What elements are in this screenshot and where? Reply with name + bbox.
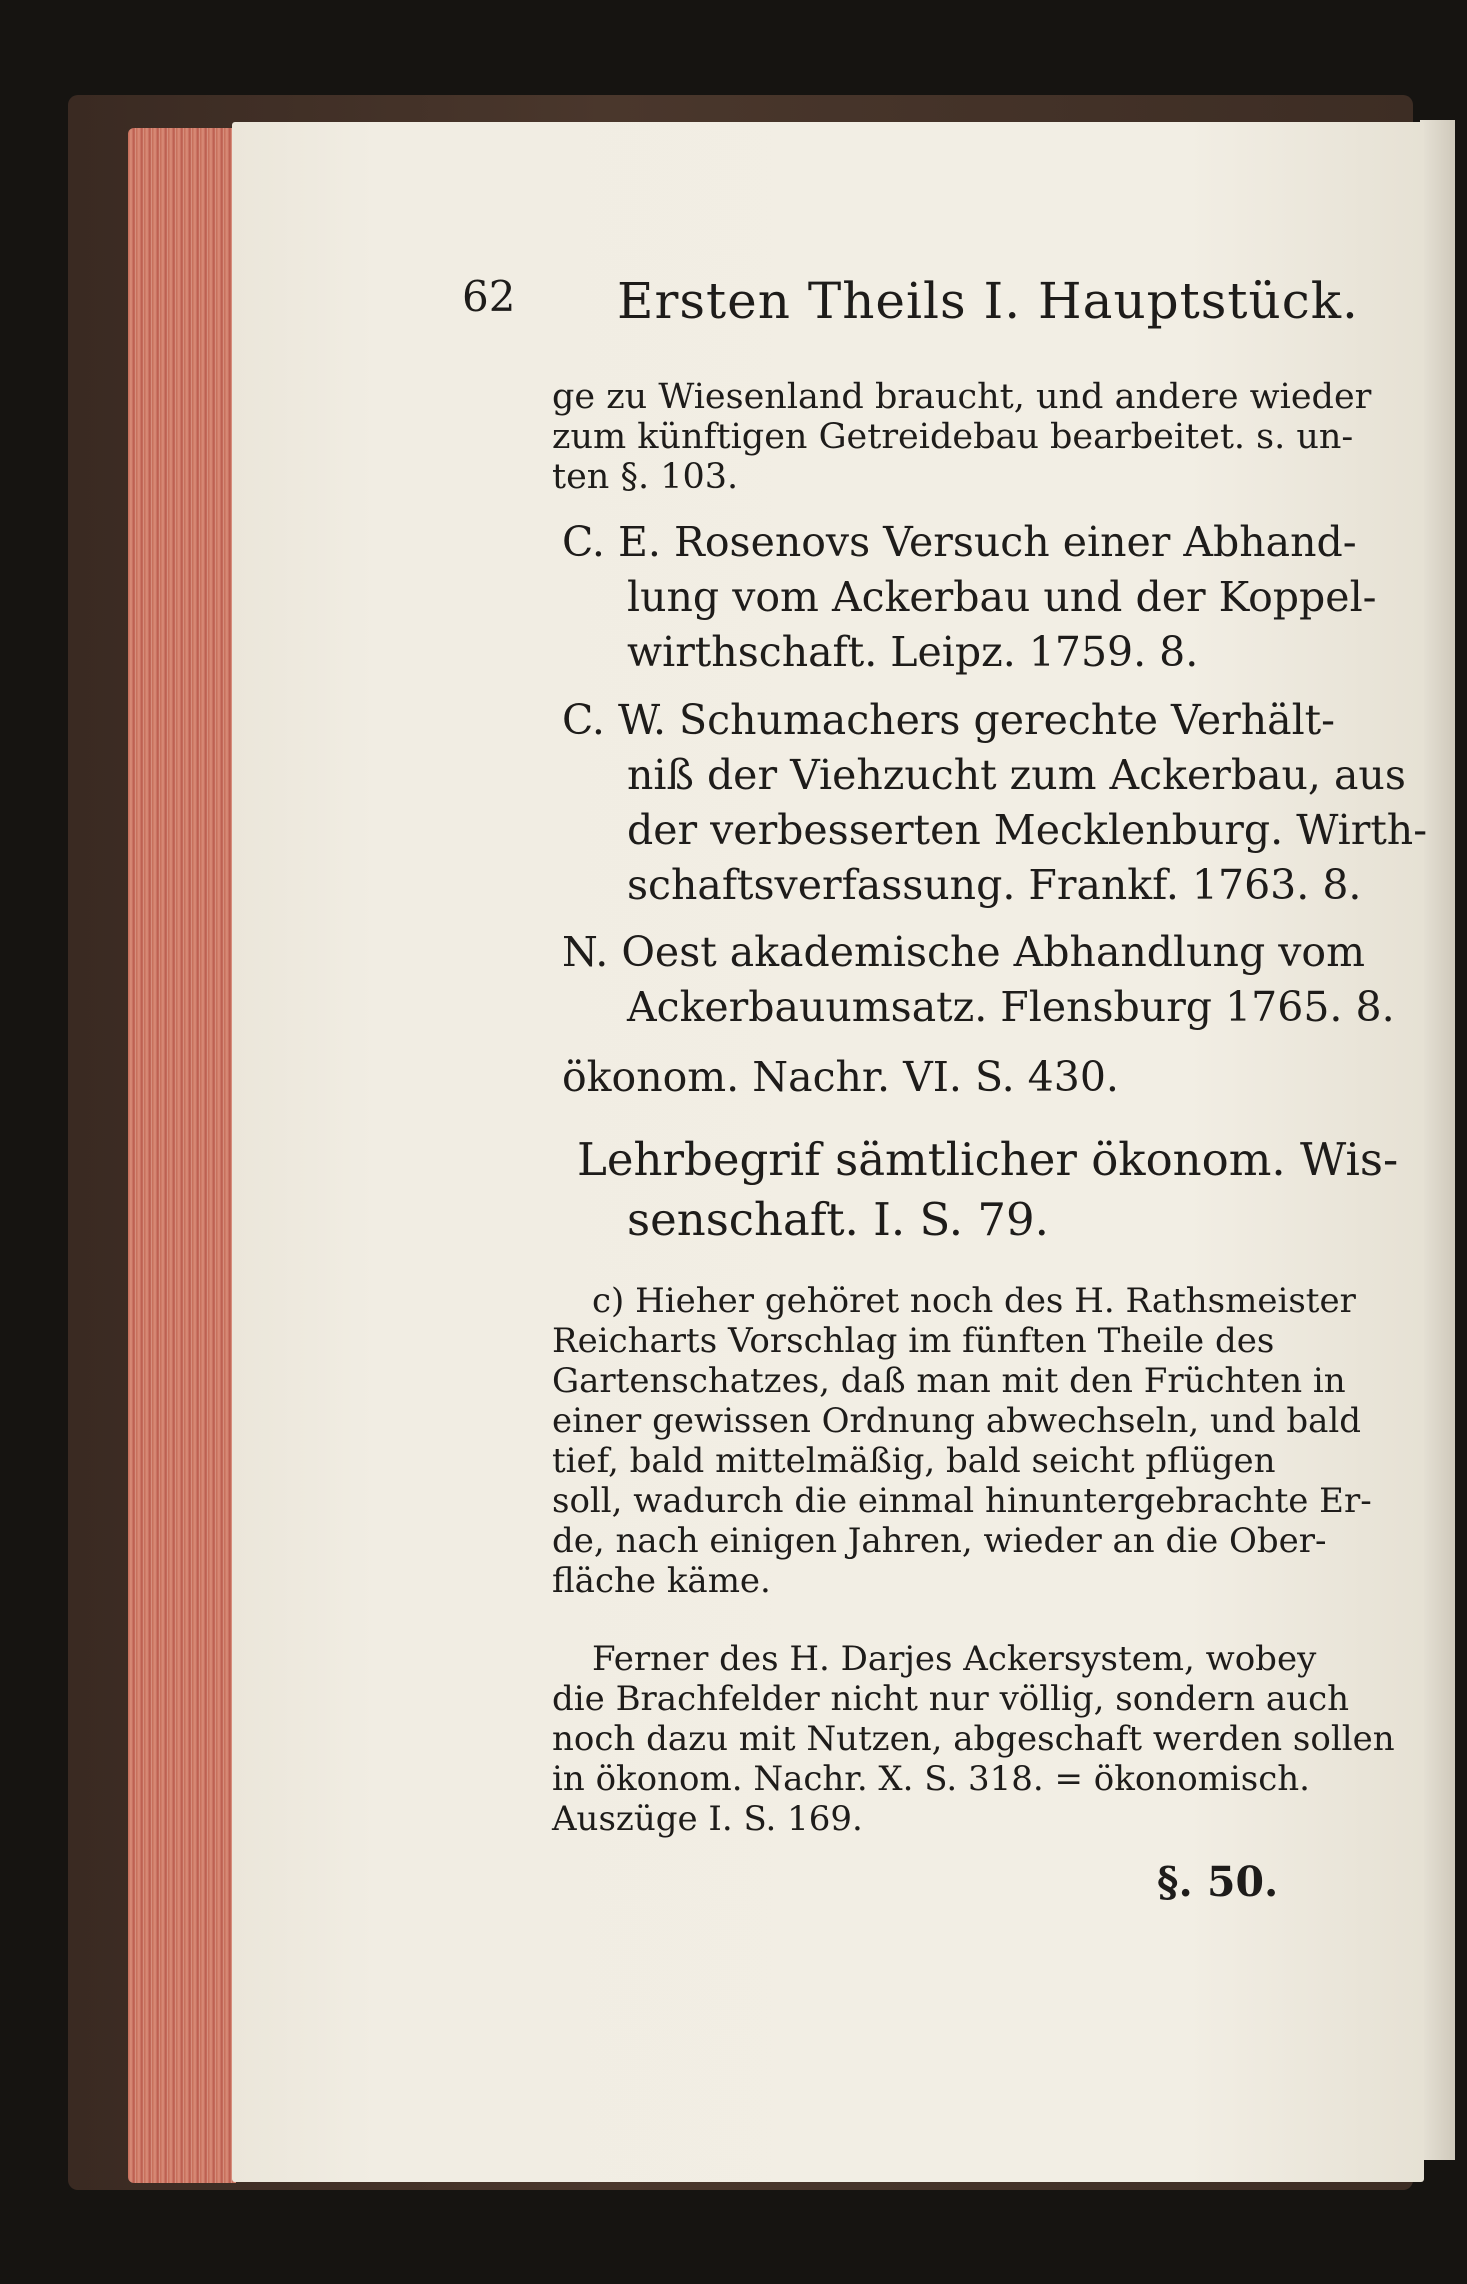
text-line: die Brachfelder nicht nur völlig, sondern auch [552, 1679, 1350, 1719]
text-line: der verbesserten Mecklenburg. Wirth- [627, 806, 1428, 854]
text-line: C. W. Schumachers gerechte Verhält- [562, 696, 1336, 744]
text-line: schaftsverfassung. Frankf. 1763. 8. [627, 861, 1362, 909]
text-line: noch dazu mit Nutzen, abgeschaft werden sollen [552, 1719, 1395, 1759]
text-line: C. E. Rosenovs Versuch einer Abhand- [562, 518, 1357, 566]
facing-page-edge [1420, 120, 1455, 2160]
reference-oekonom-nachr: ökonom. Nachr. VI. S. 430. [562, 1053, 1119, 1101]
text-line: c) Hieher gehöret noch des H. Rathsmeister [592, 1281, 1356, 1321]
text-line: senschaft. I. S. 79. [627, 1193, 1049, 1246]
text-line: Ackerbauumsatz. Flensburg 1765. 8. [627, 983, 1395, 1031]
text-line: einer gewissen Ordnung abwechseln, und bald [552, 1401, 1362, 1441]
text-line: Lehrbegrif sämtlicher ökonom. Wis- [577, 1133, 1399, 1186]
section-marker: §. 50. [1157, 1858, 1279, 1906]
text-line: Auszüge I. S. 169. [552, 1799, 863, 1839]
text-line: N. Oest akademische Abhandlung vom [562, 928, 1365, 976]
text-line: Gartenschatzes, daß man mit den Früchten in [552, 1361, 1346, 1401]
text-line: Reicharts Vorschlag im fünften Theile des [552, 1321, 1275, 1361]
text-line: lung vom Ackerbau und der Koppel- [627, 573, 1377, 621]
text-line: wirthschaft. Leipz. 1759. 8. [627, 628, 1199, 676]
page-text [232, 122, 1428, 2182]
text-line: in ökonom. Nachr. X. S. 318. = ökonomisch. [552, 1759, 1310, 1799]
page-edges [128, 128, 236, 2183]
book-page [232, 122, 1428, 2182]
text-line: tief, bald mittelmäßig, bald seicht pflügen [552, 1441, 1276, 1481]
page-number: 62 [462, 272, 516, 321]
running-title: Ersten Theils I. Hauptstück. [617, 272, 1359, 330]
text-line: niß der Viehzucht zum Ackerbau, aus [627, 751, 1406, 799]
text-line: ten §. 103. [552, 457, 739, 497]
text-line: Ferner des H. Darjes Ackersystem, wobey [592, 1639, 1317, 1679]
text-line: de, nach einigen Jahren, wieder an die Ober- [552, 1521, 1327, 1561]
text-line: ge zu Wiesenland braucht, und andere wieder [552, 377, 1372, 417]
text-line: soll, wadurch die einmal hinuntergebrachte Er- [552, 1481, 1372, 1521]
text-line: fläche käme. [552, 1561, 771, 1601]
text-line: zum künftigen Getreidebau bearbeitet. s. un- [552, 417, 1354, 457]
